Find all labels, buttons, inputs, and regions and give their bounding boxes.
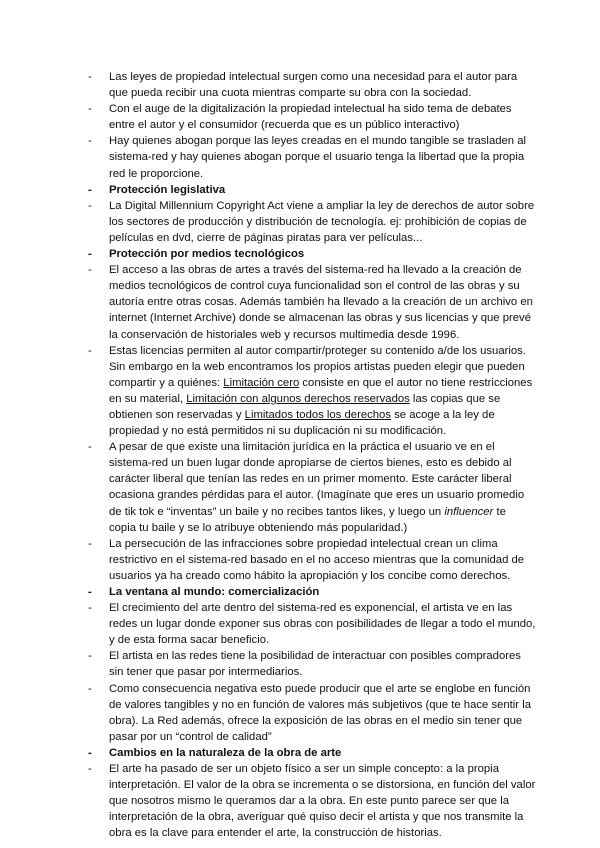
- paragraph-text: [109, 345, 532, 437]
- bullet-dash: -: [88, 763, 92, 776]
- paragraph-text: El acceso a las obras de artes a través del sistema-red ha llevado a la creación de medios tecnológicos de control cuya funcionalidad son el control de las obras y su autoría entre otras cosas. Además también ha llevado a la creación de un archivo en internet (Internet Archive) donde se almacenan las obras y sus licencias y que prevé la conservación de historiales web y recursos multimedia desde 1996.: [109, 264, 533, 341]
- bullet-dash: -: [88, 441, 92, 454]
- list-item: [88, 133, 536, 181]
- text-run: Estas licencias permiten al autor compartir/proteger su contenido a/de los usuarios. Sin embargo en la web encontramos los propios artistas pueden elegir que pueden compartir y a quiénes:: [109, 344, 526, 389]
- underlined-term: Limitación con algunos derechos reservados: [186, 392, 410, 405]
- text-run: te copia tu baile y se lo atribuye obteniendo más popularidad.): [109, 505, 506, 534]
- paragraph-text: Con el auge de la digitalización la propiedad intelectual ha sido tema de debates entre el autor y el consumidor (recuerda que es un público interactivo): [109, 103, 512, 132]
- paragraph-text: Las leyes de propiedad intelectual surgen como una necesidad para el autor para que pueda recibir una cuota mientras comparte su obra con la sociedad.: [109, 71, 518, 100]
- section-heading: [88, 246, 536, 262]
- list-item: [88, 198, 536, 246]
- text-run: consiste en que el autor no tiene restricciones en su material,: [109, 376, 533, 405]
- bullet-dash: -: [88, 586, 92, 598]
- paragraph-text: La Digital Millennium Copyright Act viene a ampliar la ley de derechos de autor sobre los sectores de producción y distribución de tecnología. ej: prohibición de copias de películas en dvd, cierre de páginas piratas para ver películas...: [109, 199, 535, 244]
- bullet-dash: -: [88, 103, 92, 116]
- paragraph-text: El crecimiento del arte dentro del sistema-red es exponencial, el artista ve en las redes un lugar donde exponer sus obras con posibilidades de llegar a todo el mundo, y de esta forma sacar beneficio.: [109, 602, 536, 647]
- bullet-dash: -: [88, 135, 92, 148]
- section-heading: [88, 584, 536, 600]
- bullet-dash: -: [88, 344, 92, 357]
- bullet-dash: -: [88, 248, 92, 261]
- list-item: [88, 69, 536, 101]
- list-item: [88, 101, 536, 133]
- bullet-dash: -: [88, 746, 92, 759]
- bullet-dash: -: [88, 183, 92, 196]
- list-item: [88, 343, 536, 440]
- underlined-term: Limitación cero: [223, 376, 300, 389]
- paragraph-text: El arte ha pasado de ser un objeto físico a ser un simple concepto: a la propia interpretación. El valor de la obra se incrementa o se distorsiona, en función del valor que nosotros mismo le queramos dar a la obra. En este punto parece ser que la interpretación de la obra, averiguar qué quiso decir el artista y que nos transmite la obra es la clave para entender el arte, la construcción de historias.: [109, 763, 536, 840]
- heading-text: Cambios en la naturaleza de la obra de arte: [109, 746, 342, 759]
- bullet-list: [88, 69, 536, 842]
- paragraph-text: Hay quienes abogan porque las leyes creadas en el mundo tangible se trasladen al sistema-red y hay quienes abogan porque el usuario tenga la libertad que la propia red le proporcione.: [109, 135, 527, 180]
- text-run: se acoge a la ley de propiedad y no está permitidos ni su duplicación ni su modificación.: [109, 408, 495, 438]
- section-heading: [88, 182, 536, 198]
- heading-text: Protección legislativa: [109, 183, 226, 196]
- bullet-dash: -: [88, 650, 92, 663]
- section-heading: [88, 745, 536, 761]
- list-item: [88, 536, 536, 584]
- list-item: [88, 648, 536, 680]
- list-item: [88, 600, 536, 648]
- bullet-dash: -: [88, 264, 92, 277]
- bullet-dash: -: [88, 537, 92, 550]
- heading-text: Protección por medios tecnológicos: [109, 248, 305, 261]
- list-item: [88, 439, 536, 536]
- paragraph-text: Como consecuencia negativa esto puede producir que el arte se englobe en función de valores tangibles y no en función de valores más subjetivos (que te hace sentir la obra). La Red además, ofrece la exposición de las obras en el medio sin tener que pasar por un “control de calidad”: [109, 682, 531, 743]
- paragraph-text: La persecución de las infracciones sobre propiedad intelectual crean un clima restrictivo en el sistema-red basado en el no acceso mientras que la comunidad de usuarios ya ha creado como hábito la apropiación y los concibe como derechos.: [109, 537, 525, 582]
- list-item: [88, 761, 536, 841]
- list-item: [88, 262, 536, 342]
- bullet-dash: -: [88, 71, 92, 83]
- paragraph-text: [109, 441, 524, 533]
- bullet-dash: -: [88, 602, 92, 615]
- underlined-term: Limitados todos los derechos: [244, 408, 391, 421]
- italic-term: influencer: [444, 505, 494, 518]
- text-run: las copias que se obtienen son reservadas y: [109, 392, 501, 421]
- paragraph-text: El artista en las redes tiene la posibilidad de interactuar con posibles compradores sin tener que pasar por intermediarios.: [109, 650, 521, 679]
- bullet-dash: -: [88, 682, 92, 695]
- text-run: A pesar de que existe una limitación jurídica en la práctica el usuario ve en el sistema-red un buen lugar donde apropiarse de ciertos bienes, esto es debido al carácter liberal que tenían las redes en un primer momento. Este carácter liberal ocasiona grandes pérdidas para el autor. (Imagínate que eres un usuario promedio de tik tok e “inventas” un baile y no recibes tantos likes, y luego un: [109, 441, 525, 518]
- bullet-dash: -: [88, 199, 92, 212]
- list-item: [88, 681, 536, 745]
- heading-text: La ventana al mundo: comercialización: [109, 586, 320, 598]
